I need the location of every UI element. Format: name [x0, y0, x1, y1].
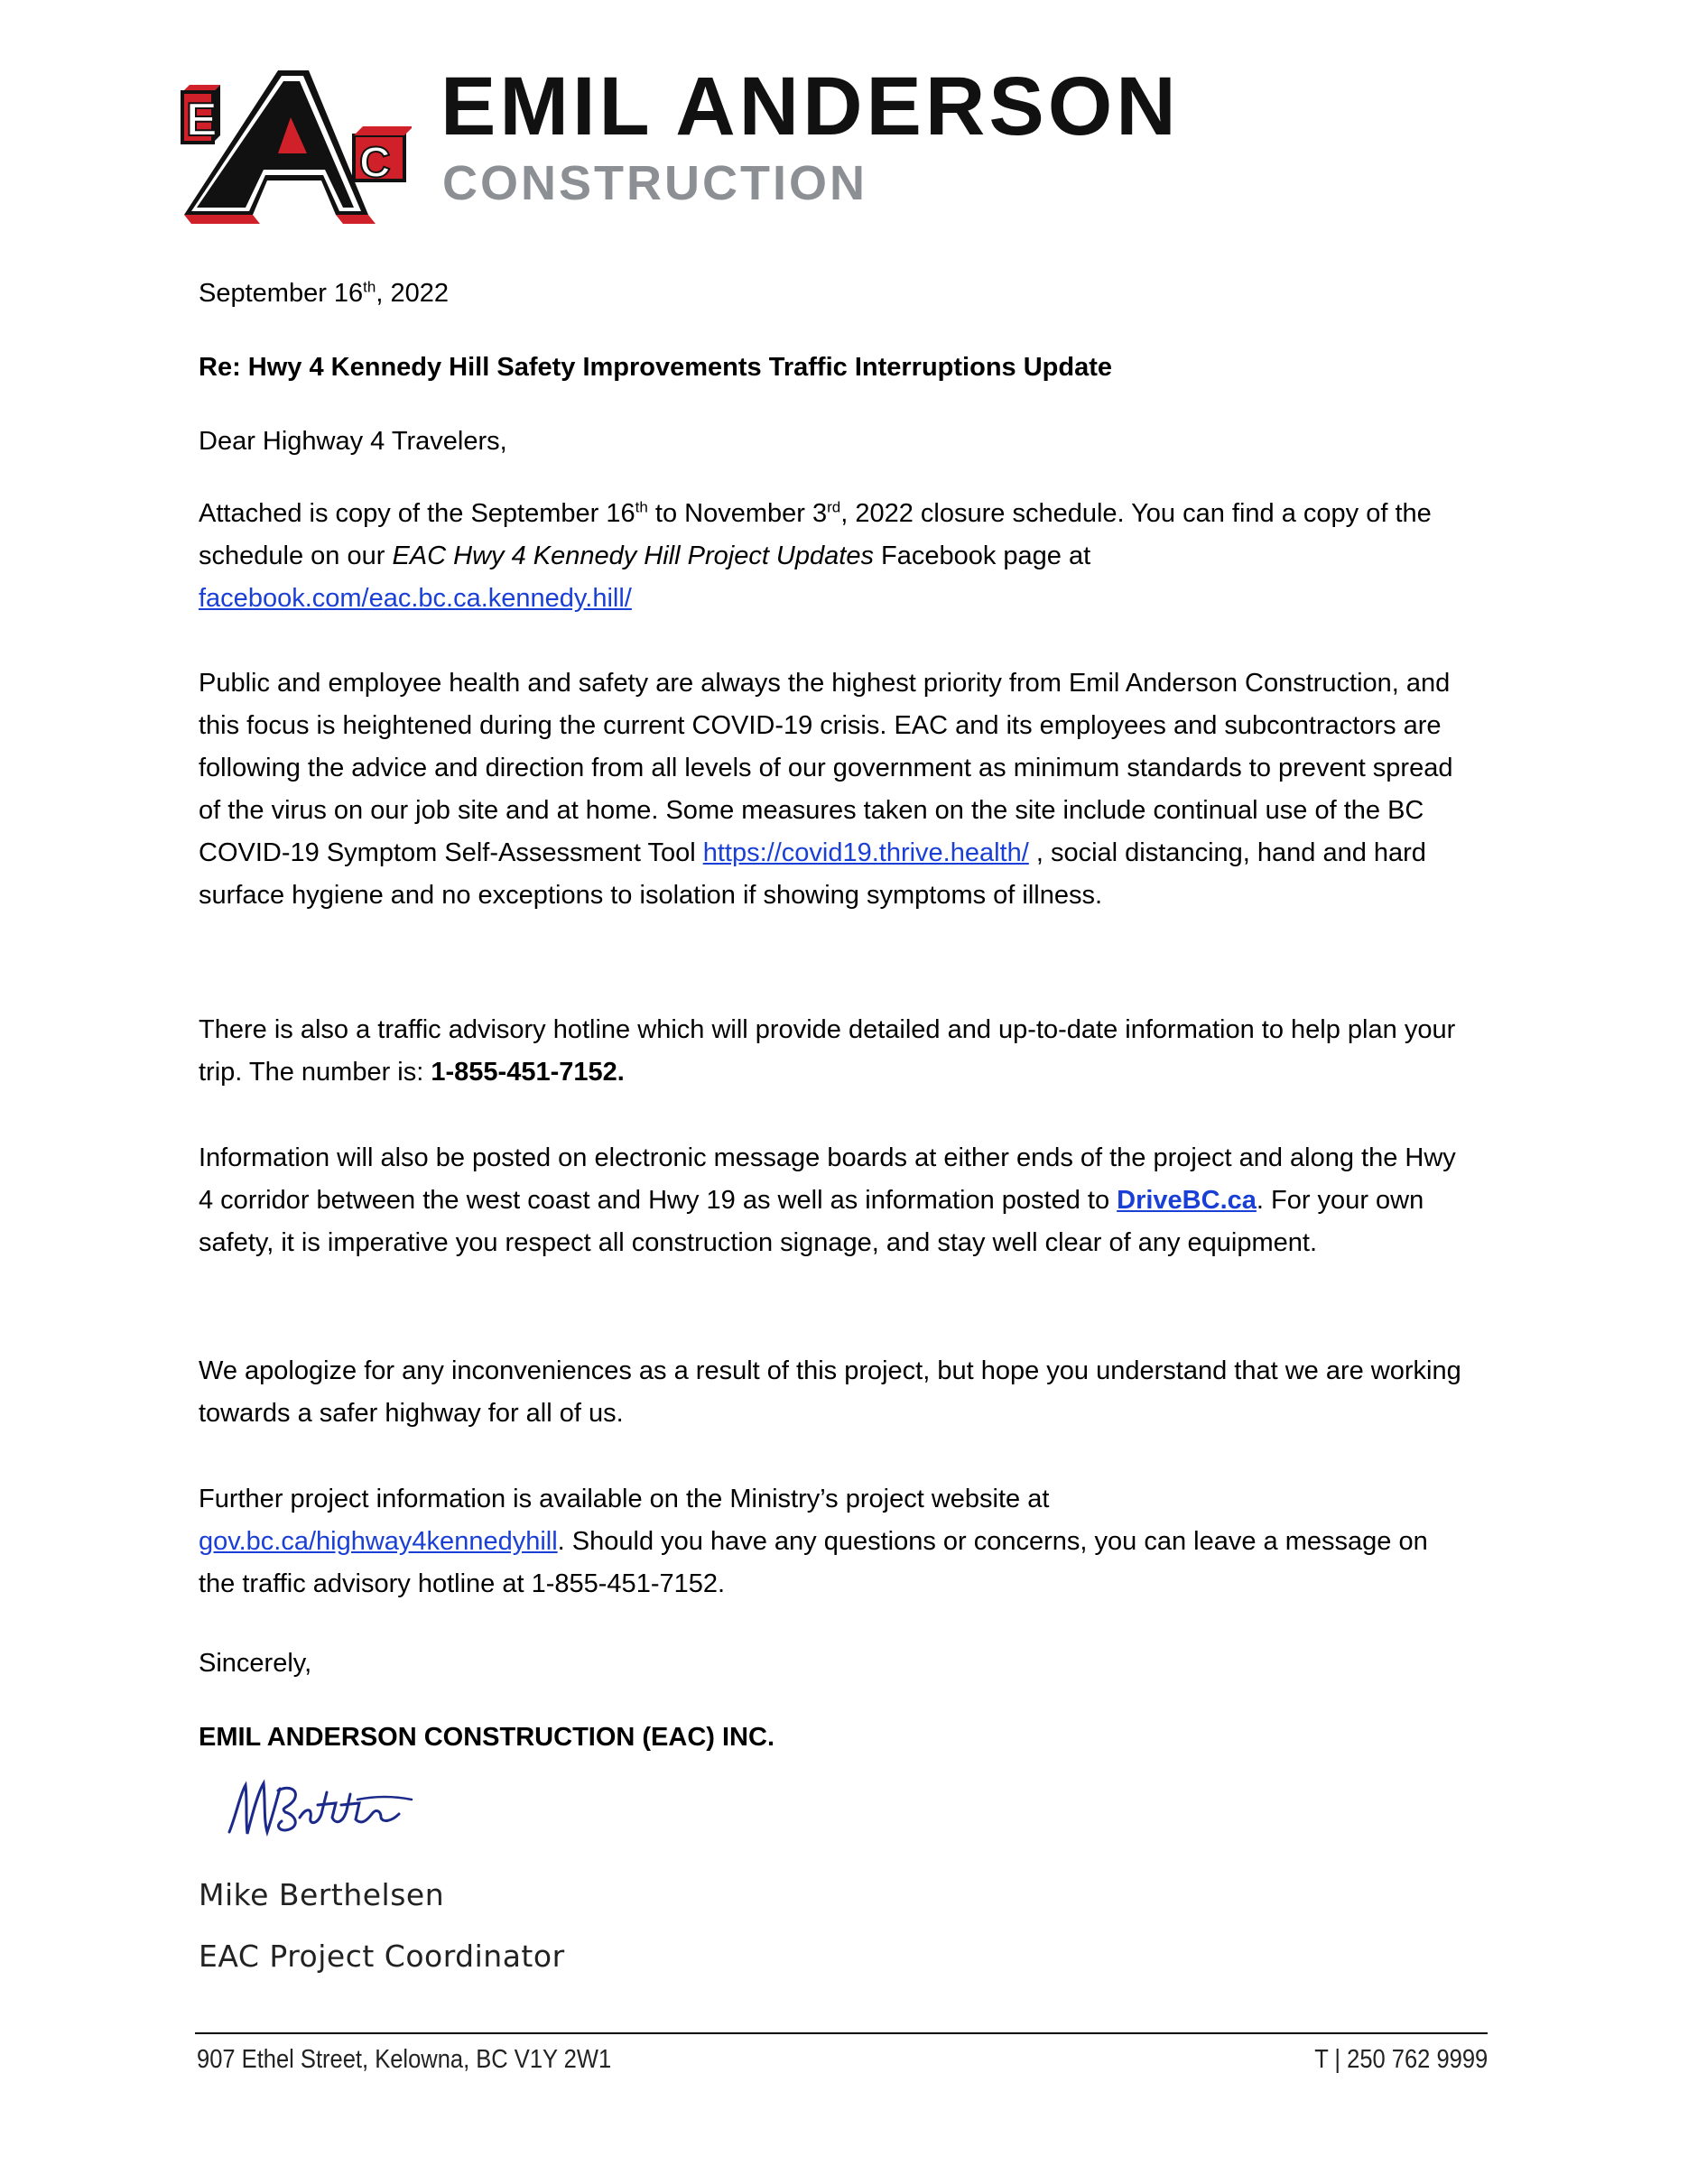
letter-subject: Re: Hwy 4 Kennedy Hill Safety Improvements Traffic Interruptions Update — [199, 353, 1112, 382]
paragraph-further-info: Further project information is available on the Ministry’s project website at gov.bc.ca/highway4kennedyhill. Should you have any questions or concerns, you can leave a message on the traffic advisory hotline at 1-855-451-7152. — [199, 1485, 1428, 1598]
footer-phone: T | 250 762 9999 — [1313, 2045, 1488, 2074]
salutation: Dear Highway 4 Travelers, — [199, 427, 507, 456]
signer-title: EAC Project Coordinator — [199, 1939, 565, 1974]
footer-divider — [195, 2032, 1488, 2034]
hotline-number: 1-855-451-7152. — [431, 1058, 625, 1087]
paragraph-hotline: There is also a traffic advisory hotline which will provide detailed and up-to-date information to help plan your trip. The number is: 1-855-451-7152. — [199, 1015, 1456, 1087]
closing: Sincerely, — [199, 1649, 312, 1678]
signer-name: Mike Berthelsen — [199, 1877, 445, 1912]
gov-website-link[interactable]: gov.bc.ca/highway4kennedyhill — [199, 1527, 558, 1556]
paragraph-covid: Public and employee health and safety are always the highest priority from Emil Anderson Construction, and this focus is heightened during the current COVID-19 crisis. EAC and its employees and subcontractors are following the advice and direction from all levels of our government as minimum standards to prevent spread of the virus on our job site and at home. Some measures taken on the site include continual use of the BC COVID-19 Symptom Self-Assessment Tool https://covid19.thrive.health/ , social distancing, hand and hard surface hygiene and no exceptions to isolation if showing symptoms of illness. — [199, 669, 1453, 910]
paragraph-message-boards: Information will also be posted on electronic message boards at either ends of the project and along the Hwy 4 corridor between the west coast and Hwy 19 as well as information posted to DriveBC.ca. For your own safety, it is imperative you respect all construction signage, and stay well clear of any equipment. — [199, 1143, 1456, 1257]
svg-text:E: E — [186, 94, 218, 146]
svg-text:C: C — [359, 139, 391, 187]
eac-logo — [177, 61, 412, 227]
letter-date: September 16th, 2022 — [199, 278, 449, 308]
covid-tool-link[interactable]: https://covid19.thrive.health/ — [702, 838, 1029, 867]
paragraph-apology: We apologize for any inconveniences as a result of this project, but hope you understand that we are working towards a safer highway for all of us. — [199, 1356, 1461, 1428]
company-name: EMIL ANDERSON — [441, 60, 1180, 153]
company-subtitle: CONSTRUCTION — [442, 156, 867, 210]
footer-address: 907 Ethel Street, Kelowna, BC V1Y 2W1 — [197, 2045, 612, 2074]
paragraph-schedule: Attached is copy of the September 16th to November 3rd, 2022 closure schedule. You can find a copy of the schedule on our EAC Hwy 4 Kennedy Hill Project Updates Facebook page at facebook.com/eac.bc.ca.kennedy.hill/ — [199, 498, 1432, 613]
handwritten-signature — [222, 1769, 421, 1841]
facebook-link[interactable]: facebook.com/eac.bc.ca.kennedy.hill/ — [199, 584, 632, 613]
drivebc-link[interactable]: DriveBC.ca — [1117, 1186, 1257, 1215]
company-signature-line: EMIL ANDERSON CONSTRUCTION (EAC) INC. — [199, 1723, 774, 1752]
